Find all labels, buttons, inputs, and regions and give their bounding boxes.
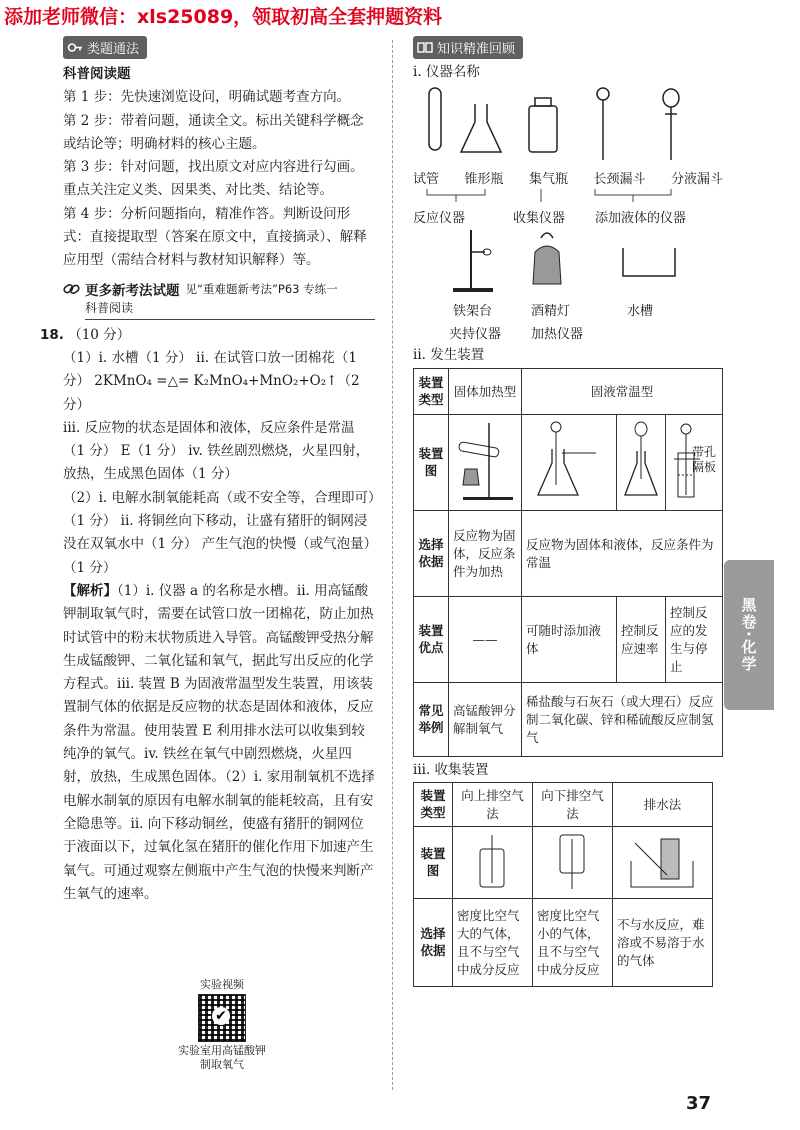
gen-fig-note: 带孔隔板	[692, 444, 717, 474]
promo-banner: 添加老师微信：xls25089，领取初高全套押题资料	[4, 6, 443, 28]
analysis	[63, 580, 375, 906]
analysis-label: 【解析】	[63, 582, 117, 599]
gen-ex-hd: 常见举例	[414, 682, 449, 756]
more-section-header	[63, 279, 375, 299]
gas-bottle-icon	[529, 98, 557, 152]
key-icon	[67, 41, 83, 54]
step-3: 第 3 步：针对问题，找出原文对应内容进行勾画。重点关注定义类、因果类、对比类、结论等。	[63, 159, 364, 199]
instrument2-0: 铁架台	[453, 304, 493, 320]
gen-basis-hd: 选择依据	[414, 510, 449, 596]
gen-type-1: 固体加热型	[449, 368, 522, 414]
gen-fig-hd: 装置图	[414, 414, 449, 510]
gen-adv-2: 可随时添加液体	[522, 596, 617, 682]
step-4: 第 4 步：分析问题指向，精准作答。判断设问形式：直接提取型（答案在原文中，直接摘录）、解释应用型（需结合材料与教材知识解释）等。	[63, 205, 367, 269]
qr-title: 实验视频	[200, 978, 244, 991]
answer-1: （1）i. 水槽（1 分） ii. 在试管口放一团棉花（1 分） 2KMnO₄ =△= K₂MnO₄+MnO₂+O₂↑（2 分）	[63, 349, 360, 413]
col-type-3: 排水法	[612, 782, 712, 826]
gen-adv-4: 控制反应的发生与停止	[666, 596, 723, 682]
generator-table	[413, 368, 723, 757]
instrument-2: 集气瓶	[528, 172, 568, 188]
review-tag-label: 知识精准回顾	[437, 42, 516, 57]
iron-stand-icon	[453, 230, 493, 292]
sec-collection: iii. 收集装置	[413, 761, 489, 778]
group-heat: 加热仪器	[531, 327, 584, 343]
gen-basis-1: 反应物为固体，反应条件为加热	[449, 510, 522, 596]
question-header	[40, 324, 375, 347]
alcohol-lamp-icon	[533, 233, 561, 284]
group-clamp: 夹持仪器	[449, 327, 502, 343]
gen-type-2: 固液常温型	[522, 368, 723, 414]
page-number: 37	[686, 1093, 712, 1114]
review-tag	[413, 36, 523, 59]
col-fig-hd: 装置图	[414, 826, 453, 898]
gen-fig-3	[617, 414, 666, 510]
collection-table	[413, 782, 713, 987]
answer-3: （2）i. 电解水制氧能耗高（或不安全等，合理即可）（1 分） ii. 将铜丝向下移动，让盛有猪肝的铜网浸没在双氧水中（1 分） 产生气泡的快慢（或气泡量）（1 分）	[63, 489, 375, 576]
water-displacement-icon	[627, 831, 697, 891]
group-add-liquid: 添加液体的仪器	[595, 211, 687, 227]
step-1: 第 1 步：先快速浏览设问，明确试题考查方向。	[63, 89, 351, 106]
group-collect: 收集仪器	[513, 211, 566, 227]
heating-apparatus-icon	[453, 419, 517, 503]
group-reaction: 反应仪器	[413, 211, 466, 227]
method-tag	[63, 36, 147, 59]
col-basis-hd: 选择依据	[414, 898, 453, 986]
test-tube-icon	[429, 88, 441, 150]
downward-air-bottle-icon	[552, 831, 592, 891]
conical-flask-icon	[461, 104, 501, 152]
col-type-2: 向下排空气法	[532, 782, 612, 826]
step-2: 第 2 步：带着问题，通读全文。标出关键科学概念或结论等；明确材料的核心主题。	[63, 112, 364, 152]
left-column	[40, 36, 375, 906]
col-type-hd: 装置类型	[414, 782, 453, 826]
col-fig-1	[453, 826, 533, 898]
gen-adv-3: 控制反应速率	[617, 596, 666, 682]
method-tag-label: 类题通法	[87, 42, 140, 57]
sec-instruments: i. 仪器名称	[413, 64, 480, 80]
analysis-text: （1）i. 仪器 a 的名称是水槽。ii. 用高锰酸钾制取氧气时，需要在试管口放一团棉花，防止加热时试管中的粉末状物质进入导管。高锰酸钾受热分解生成锰酸钾、二氧化锰和氧气，据此写出反应的化学方程式。iii. 装置 B 为固液常温型发生装置，用该装置制气体的依据是反应物的状态是固体和液体，反应条件为常温。使用装置 E 利用排水法可以收集到较纯净的氧气。iv. 铁丝在氧气中剧烈燃烧，火星四射，放热，生成黑色固体。（2）i. 家用制氧机不选择电解水制氧的原因有电解水制氧的能耗较高，且有安全隐患等。ii. 向下移动铜丝，使盛有猪肝的铜网位于液面以下，过氧化氢在猪肝的催化作用下加速产生氧气。可通过观察左侧瓶中产生气泡的快慢来判断产生氧气的速率。	[63, 582, 375, 902]
bracket-1	[413, 187, 723, 203]
link-icon	[63, 281, 81, 297]
question-score: （10 分）	[68, 326, 131, 343]
water-trough-icon	[623, 248, 675, 276]
instrument-drawings-2	[413, 226, 723, 296]
gen-ex-2: 稀盐酸与石灰石（或大理石）反应制二氧化碳、锌和稀硫酸反应制氢气	[522, 682, 723, 756]
instrument-4: 分液漏斗	[670, 172, 723, 188]
gen-adv-hd: 装置优点	[414, 596, 449, 682]
instrument2-2: 水槽	[627, 304, 654, 320]
question-number: 18.	[40, 326, 64, 343]
instrument-0: 试管	[413, 172, 440, 188]
subject-side-tab: 黑卷·化学	[724, 560, 774, 710]
column-divider	[392, 40, 394, 1090]
upward-air-bottle-icon	[472, 831, 512, 891]
col-fig-3	[612, 826, 712, 898]
instrument2-1: 酒精灯	[531, 304, 571, 320]
separatory-flask-icon	[621, 419, 661, 503]
more-title: 更多新考法试题	[85, 282, 180, 299]
instrument-drawings-1	[413, 84, 723, 164]
method-title: 科普阅读题	[63, 66, 131, 82]
col-basis-3: 不与水反应，难溶或不易溶于水的气体	[612, 898, 712, 986]
qr-code[interactable]	[198, 994, 246, 1042]
sec-generator: ii. 发生装置	[413, 347, 485, 364]
book-icon	[417, 41, 433, 54]
gen-type-hd: 装置类型	[414, 368, 449, 414]
more-sub: 科普阅读	[85, 299, 375, 320]
right-column	[413, 36, 723, 987]
instrument-1: 锥形瓶	[464, 172, 504, 188]
col-basis-1: 密度比空气大的气体，且不与空气中成分反应	[453, 898, 533, 986]
instrument-3: 长颈漏斗	[593, 172, 646, 188]
gen-fig-4	[666, 414, 723, 510]
col-type-1: 向上排空气法	[453, 782, 533, 826]
check-icon: ✔	[212, 1007, 230, 1025]
video-qr-block[interactable]	[178, 978, 266, 1072]
col-fig-2	[532, 826, 612, 898]
long-neck-funnel-icon	[597, 88, 609, 160]
answer-2: iii. 反应物的状态是固体和液体，反应条件是常温（1 分） E（1 分） iv. 铁丝剧烈燃烧，火星四射，放热，生成黑色固体（1 分）	[63, 419, 370, 483]
gen-fig-1	[449, 414, 522, 510]
col-basis-2: 密度比空气小的气体，且不与空气中成分反应	[532, 898, 612, 986]
gen-ex-1: 高锰酸钾分解制氧气	[449, 682, 522, 756]
gen-fig-2	[522, 414, 617, 510]
more-ref: 见“重难题新考法”P63 专练一	[185, 281, 338, 296]
separatory-funnel-icon	[663, 89, 679, 160]
gen-basis-2: 反应物为固体和液体，反应条件为常温	[522, 510, 723, 596]
flask-funnel-icon	[526, 419, 612, 503]
qr-caption: 实验室用高锰酸钾制取氧气	[178, 1044, 266, 1071]
gen-adv-1: ——	[449, 596, 522, 682]
